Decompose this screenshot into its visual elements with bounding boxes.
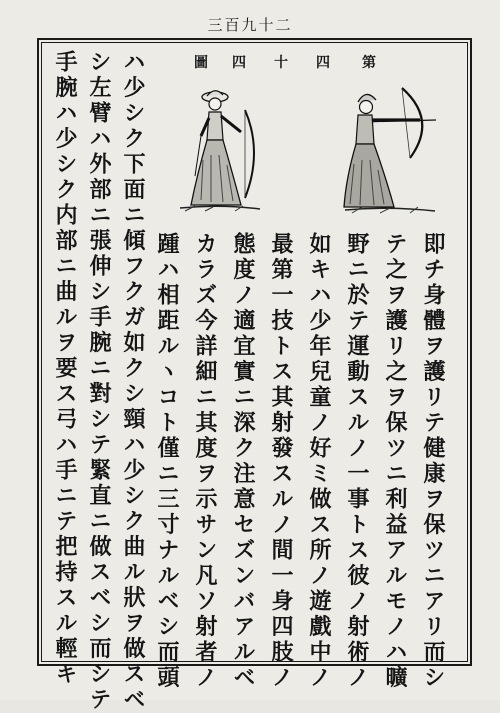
figure-caption [194, 52, 428, 72]
left-column-1: ハ少シク下面ニ傾フクガ如クシ頸ハ少シク曲ル狀ヲ做スベ [120, 50, 146, 713]
left-column-2: シ左臂ハ外部ニ張伸シ手腕ニ對シテ緊直ニ做スベシ而シテ [86, 50, 112, 713]
caption-char-4: 四 [232, 55, 246, 71]
archer-illustration-left [175, 80, 265, 220]
text-column-8: 踵ハ相距ルヽコト僅ニ三寸ナルベシ而頭 [154, 232, 180, 691]
left-column-3: 手腕ハ少シク内部ニ曲ルヲ要ス弓ハ手ニテ把持スル輕キ [52, 50, 78, 688]
text-column-7: カラズ今詳細ニ其度ヲ示サン凡ソ射者ノ [192, 232, 218, 691]
page-number: 三百九十二 [207, 16, 293, 34]
archer-illustration-right [340, 80, 440, 220]
text-column-3: 野ニ於テ運動スルノ一事トス彼ノ射術ノ [344, 232, 370, 691]
text-column-5: 最第一技トス其射發スルノ間一身四肢ノ [268, 232, 294, 691]
text-column-2: テ之ヲ護リ之ヲ保ツニ利益アルモノハ曠 [382, 232, 408, 691]
caption-char-2: 四 [316, 55, 330, 71]
text-column-6: 態度ノ適宜實ニ深ク注意セズンバアルベ [230, 232, 256, 691]
text-column-4: 如キハ少年兒童ノ好ミ做ス所ノ遊戲中ノ [306, 232, 332, 691]
text-column-1: 即チ身體ヲ護リテ健康ヲ保ツニアリ而シ [420, 232, 446, 691]
caption-char-1: 第 [362, 55, 376, 71]
caption-char-5: 圖 [194, 55, 208, 71]
caption-char-3: 十 [274, 55, 288, 71]
